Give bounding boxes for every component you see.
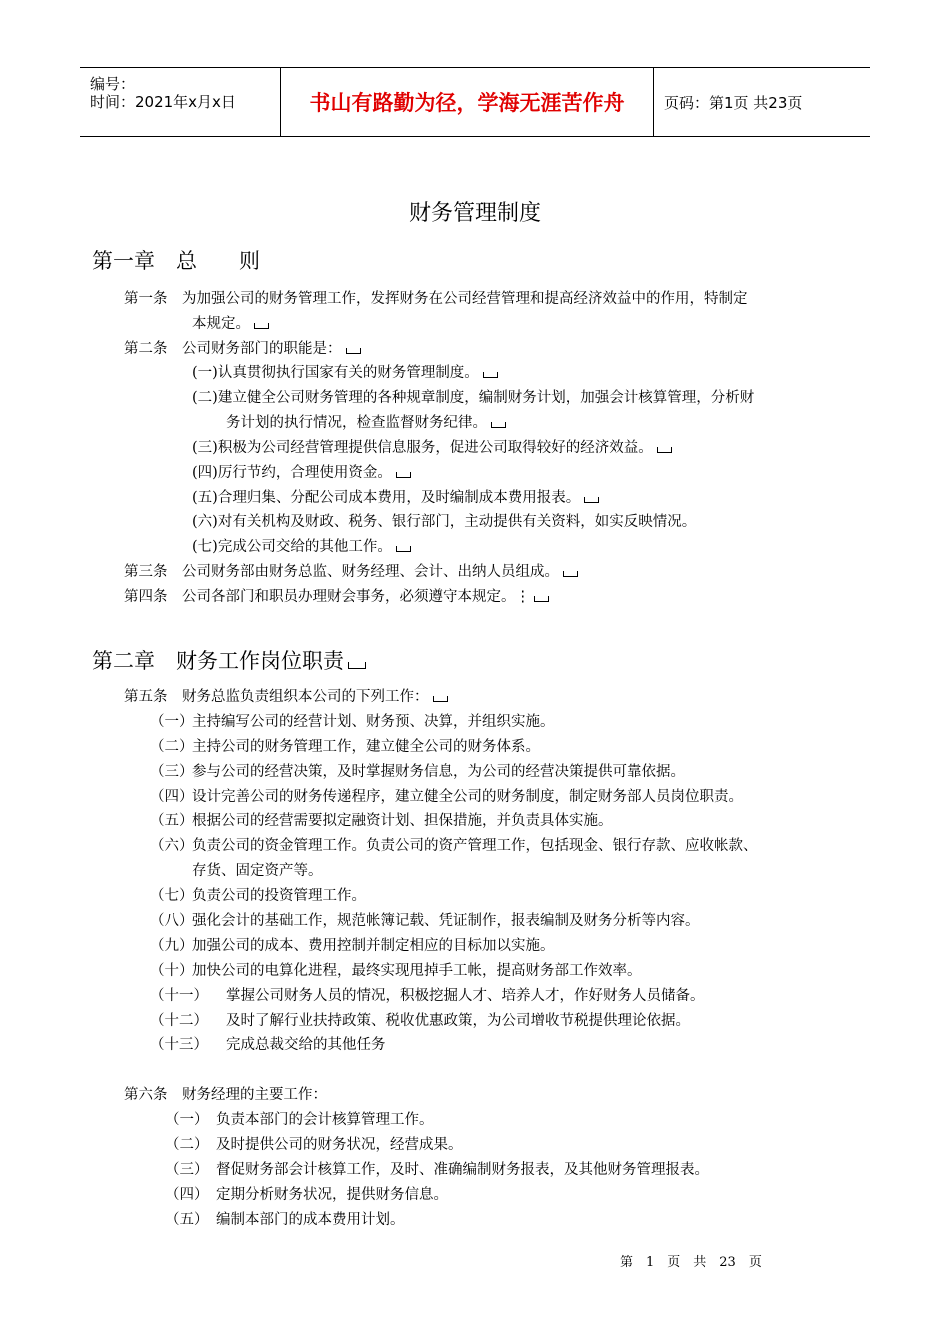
header-info-cell xyxy=(80,68,281,136)
article-2-item-3: (三)积极为公司经营管理提供信息服务，促进公司取得较好的经济效益。 xyxy=(192,436,672,457)
article-6-item-text: 及时提供公司的财务状况，经营成果。 xyxy=(216,1137,463,1153)
article-6-item-text: 负责本部门的会计核算管理工作。 xyxy=(216,1112,434,1128)
article-5-item-text: 设计完善公司的财务传递程序，建立健全公司的财务制度，制定财务部人员岗位职责。 xyxy=(192,789,743,805)
article-5-item-text: 主持公司的财务管理工作，建立健全公司的财务体系。 xyxy=(192,739,540,755)
article-5-item-num: （五） xyxy=(150,813,194,829)
page-footer: 第 1 页 共 23 页 xyxy=(620,1255,762,1270)
article-1-line-1: 第一条 为加强公司的财务管理工作，发挥财务在公司经营管理和提高经济效益中的作用，特制定 xyxy=(124,291,748,307)
article-5-item-text: 参与公司的经营决策，及时掌握财务信息，为公司的经营决策提供可靠依据。 xyxy=(192,764,685,780)
article-5-item-text: 根据公司的经营需要拟定融资计划、担保措施，并负责具体实施。 xyxy=(192,813,613,829)
article-5-item-num: （二） xyxy=(150,739,194,755)
article-3: 第三条 公司财务部由财务总监、财务经理、会计、出纳人员组成。 xyxy=(124,560,578,581)
paragraph-mark xyxy=(396,546,411,552)
article-6-item-text: 定期分析财务状况，提供财务信息。 xyxy=(216,1187,448,1203)
article-4: 第四条 公司各部门和职员办理财会事务，必须遵守本规定。⋮ xyxy=(124,585,549,606)
article-5-item-num: （九） xyxy=(150,938,194,954)
article-6-item-num: （二） xyxy=(165,1137,209,1153)
document-title: 财务管理制度 xyxy=(408,201,541,226)
article-6-item-num: （五） xyxy=(165,1212,209,1228)
article-5-item-num: （三） xyxy=(150,764,194,780)
article-5-item-text: 负责公司的投资管理工作。 xyxy=(192,888,366,904)
paragraph-mark xyxy=(433,696,448,702)
article-6-item-text: 编制本部门的成本费用计划。 xyxy=(216,1212,405,1228)
chapter-1-heading: 第一章 总 则 xyxy=(92,249,260,273)
page-label: 页码：第1页 共23页 xyxy=(664,93,803,112)
article-6-item-num: （三） xyxy=(165,1162,209,1178)
article-2-item-4: (四)厉行节约，合理使用资金。 xyxy=(192,461,411,482)
article-6-item-num: （四） xyxy=(165,1187,209,1203)
header-table xyxy=(80,67,870,137)
paragraph-mark xyxy=(346,348,361,354)
article-5-item-text: 及时了解行业扶持政策、税收优惠政策，为公司增收节税提供理论依据。 xyxy=(226,1013,690,1029)
article-5-item-num: （一） xyxy=(150,714,194,730)
paragraph-mark xyxy=(396,472,411,478)
article-1-line-2: 本规定。 xyxy=(192,312,269,333)
paragraph-mark xyxy=(491,422,506,428)
article-2-item-2: (二)建立健全公司财务管理的各种规章制度，编制财务计划，加强会计核算管理，分析财 xyxy=(192,390,755,406)
article-5-item-text: 加强公司的成本、费用控制并制定相应的目标加以实施。 xyxy=(192,938,555,954)
number-label: 编号： xyxy=(90,75,136,93)
article-5-item-text: 主持编写公司的经营计划、财务预、决算，并组织实施。 xyxy=(192,714,555,730)
article-5-item-num: （十） xyxy=(150,963,194,979)
article-5-item-text: 完成总裁交给的其他任务 xyxy=(226,1037,386,1053)
article-5-item-num: （六） xyxy=(150,838,194,854)
article-5-item-text: 强化会计的基础工作，规范帐簿记载、凭证制作，报表编制及财务分析等内容。 xyxy=(192,913,700,929)
article-6-item-text: 督促财务部会计核算工作，及时、准确编制财务报表，及其他财务管理报表。 xyxy=(216,1162,709,1178)
article-5-item-text: 负责公司的资金管理工作。负责公司的资产管理工作，包括现金、银行存款、应收帐款、 xyxy=(192,838,758,854)
chapter-2-heading: 第二章 财务工作岗位职责 xyxy=(92,645,366,675)
motto: 书山有路勤为径，学海无涯苦作舟 xyxy=(281,68,654,136)
article-5-item-text: 掌握公司财务人员的情况，积极挖掘人才、培养人才，作好财务人员储备。 xyxy=(226,988,705,1004)
paragraph-mark xyxy=(657,447,672,453)
article-2: 第二条 公司财务部门的职能是： xyxy=(124,337,361,358)
article-6-item-num: （一） xyxy=(165,1112,209,1128)
article-5-item-num: （十三） xyxy=(150,1037,208,1053)
paragraph-mark xyxy=(563,571,578,577)
article-5-item-num: （四） xyxy=(150,789,194,805)
article-5-item-num: （八） xyxy=(150,913,194,929)
paragraph-mark xyxy=(483,372,498,378)
article-5-item-text-cont: 存货、固定资产等。 xyxy=(192,863,323,879)
article-2-item-1: (一)认真贯彻执行国家有关的财务管理制度。 xyxy=(192,361,498,382)
paragraph-mark xyxy=(348,662,366,669)
paragraph-mark xyxy=(254,323,269,329)
article-5-item-text: 加快公司的电算化进程，最终实现甩掉手工帐，提高财务部工作效率。 xyxy=(192,963,642,979)
article-5-item-num: （七） xyxy=(150,888,194,904)
article-2-item-6: (六)对有关机构及财政、税务、银行部门，主动提供有关资料，如实反映情况。 xyxy=(192,514,697,530)
article-5: 第五条 财务总监负责组织本公司的下列工作： xyxy=(124,685,448,706)
article-5-item-num: （十一） xyxy=(150,988,208,1004)
article-2-item-5: (五)合理归集、分配公司成本费用，及时编制成本费用报表。 xyxy=(192,486,599,507)
article-2-item-7: (七)完成公司交给的其他工作。 xyxy=(192,535,411,556)
article-6: 第六条 财务经理的主要工作： xyxy=(124,1087,327,1103)
time-label: 时间：2021年x月x日 xyxy=(90,93,236,111)
paragraph-mark xyxy=(534,596,549,602)
article-5-item-num: （十二） xyxy=(150,1013,208,1029)
paragraph-mark xyxy=(584,497,599,503)
article-2-item-2-cont: 务计划的执行情况，检查监督财务纪律。 xyxy=(226,411,506,432)
